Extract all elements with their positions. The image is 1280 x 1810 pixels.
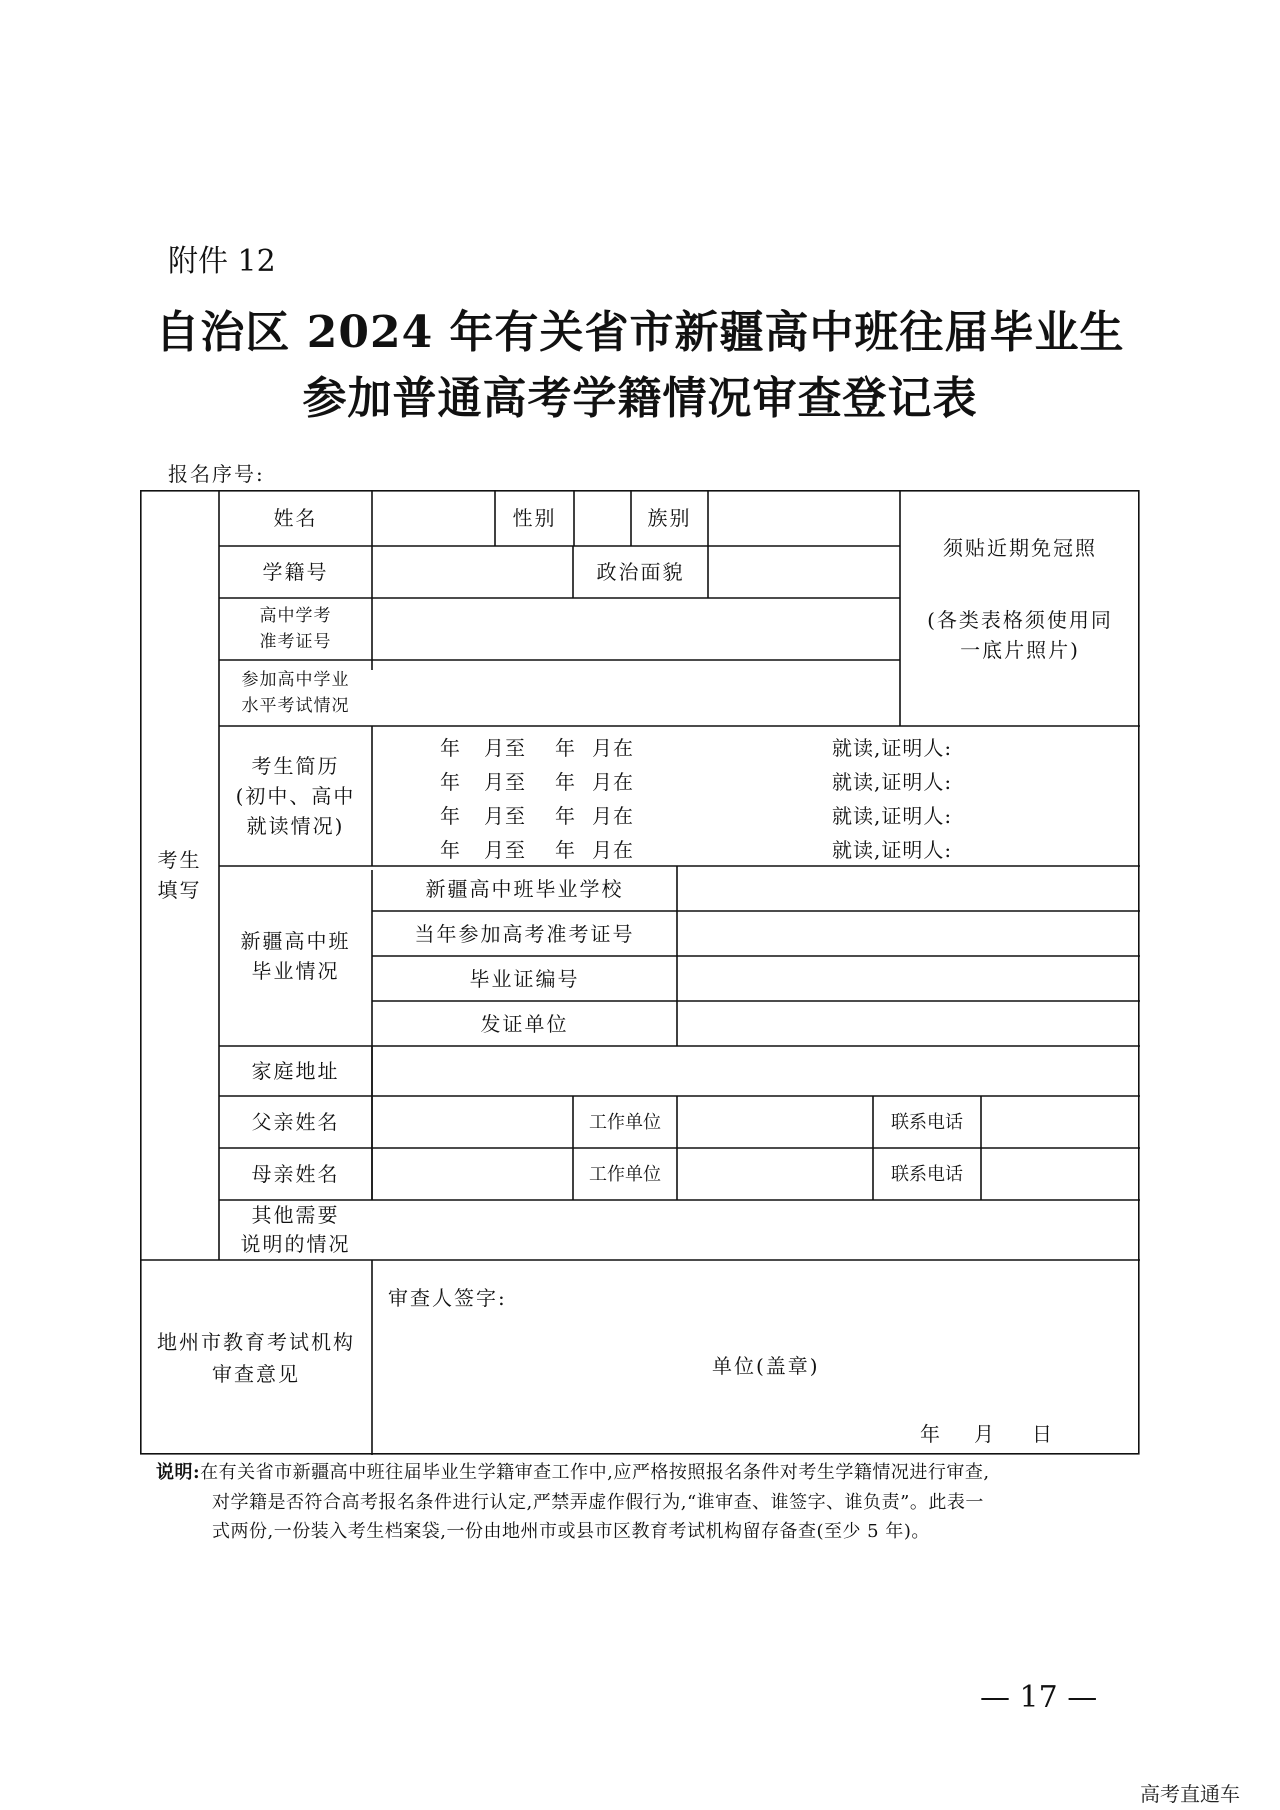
grad-exam-field[interactable] [677, 911, 1140, 956]
mother-phone-label: 联系电话 [891, 1163, 963, 1185]
attachment-label: 附件 12 [168, 244, 276, 279]
resume-row[interactable]: 年 月至 年 月在 就读,证明人: [440, 804, 953, 828]
ethnicity-field[interactable] [708, 490, 900, 546]
form-title-line2: 参加普通高考学籍情况审查登记表 [302, 373, 978, 424]
notes-line3: 式两份,一份装入考生档案袋,一份由地州市或县市区教育考试机构留存备查(至少 5 年)。 [212, 1521, 930, 1543]
grad-issuer-field[interactable] [677, 1001, 1140, 1046]
photo-note: 须贴近期免冠照 [943, 536, 1097, 560]
father-work-field[interactable] [677, 1096, 873, 1148]
address-field[interactable] [372, 1046, 1140, 1096]
name-field[interactable] [372, 490, 495, 546]
father-phone-label: 联系电话 [891, 1111, 963, 1133]
resume-row[interactable]: 年 月至 年 月在 就读,证明人: [440, 736, 953, 760]
resume-label: 考生简历 (初中、高中 就读情况) [235, 754, 356, 838]
serial-number-label: 报名序号: [168, 462, 265, 486]
grad-school-label: 新疆高中班毕业学校 [425, 876, 624, 901]
gender-label: 性别 [512, 506, 557, 530]
notes-label: 说明: [156, 1462, 201, 1483]
mother-phone-field[interactable] [981, 1148, 1140, 1200]
student-id-label: 学籍号 [262, 560, 329, 584]
grad-cert-label: 毕业证编号 [469, 966, 580, 991]
grad-issuer-label: 发证单位 [480, 1011, 569, 1036]
father-work-label: 工作单位 [589, 1111, 661, 1133]
exam-status-label: 参加高中学业 水平考试情况 [241, 669, 350, 716]
other-info-label: 其他需要 说明的情况 [240, 1203, 351, 1256]
resume-row[interactable]: 年 月至 年 月在 就读,证明人: [440, 770, 953, 794]
grad-exam-label: 当年参加高考准考证号 [414, 921, 635, 946]
exam-cert-label: 高中学考 准考证号 [259, 605, 332, 652]
mother-work-label: 工作单位 [589, 1163, 661, 1185]
notes-line2: 对学籍是否符合高考报名条件进行认定,严禁弄虚作假行为,“谁审查、谁签字、谁负责”。此表一 [212, 1491, 984, 1513]
student-id-field[interactable] [372, 546, 573, 598]
section-student-fill: 考生 填写 [157, 848, 202, 902]
form-title-line1: 自治区 2024 年有关省市新疆高中班往届毕业生 [155, 307, 1125, 358]
graduation-label: 新疆高中班 毕业情况 [240, 929, 351, 983]
political-status-field[interactable] [708, 546, 900, 598]
reviewer-signature-label: 审查人签字: [388, 1286, 507, 1310]
mother-name-label: 母亲姓名 [251, 1162, 340, 1186]
ethnicity-label: 族别 [647, 506, 692, 530]
address-label: 家庭地址 [251, 1059, 340, 1083]
name-label: 姓名 [273, 506, 318, 530]
resume-row[interactable]: 年 月至 年 月在 就读,证明人: [440, 838, 953, 862]
date-year-label: 年 [920, 1422, 940, 1446]
exam-status-field[interactable] [372, 660, 900, 726]
registration-form-table [140, 490, 1140, 1455]
mother-work-field[interactable] [677, 1148, 873, 1200]
page-number: — 17 — [980, 1680, 1098, 1715]
father-phone-field[interactable] [981, 1096, 1140, 1148]
grad-school-field[interactable] [677, 866, 1140, 911]
grad-cert-field[interactable] [677, 956, 1140, 1001]
notes-line1: 在有关省市新疆高中班往届毕业生学籍审查工作中,应严格按照报名条件对考生学籍情况进行审查, [200, 1462, 990, 1483]
political-status-label: 政治面貌 [596, 560, 685, 584]
gender-field[interactable] [574, 490, 631, 546]
other-info-field[interactable] [372, 1200, 1140, 1260]
watermark: 高考直通车 [1140, 1782, 1240, 1806]
review-label: 地州市教育考试机构 审查意见 [157, 1329, 355, 1386]
unit-seal-label: 单位(盖章) [712, 1354, 820, 1378]
father-name-label: 父亲姓名 [251, 1110, 340, 1134]
date-month-label: 月 [974, 1422, 994, 1446]
date-day-label: 日 [1032, 1422, 1052, 1446]
mother-name-field[interactable] [372, 1148, 573, 1200]
notes-section [156, 1458, 1146, 1547]
exam-cert-field[interactable] [372, 598, 900, 660]
father-name-field[interactable] [372, 1096, 573, 1148]
photo-note-detail: (各类表格须使用同 一底片照片) [927, 608, 1113, 662]
